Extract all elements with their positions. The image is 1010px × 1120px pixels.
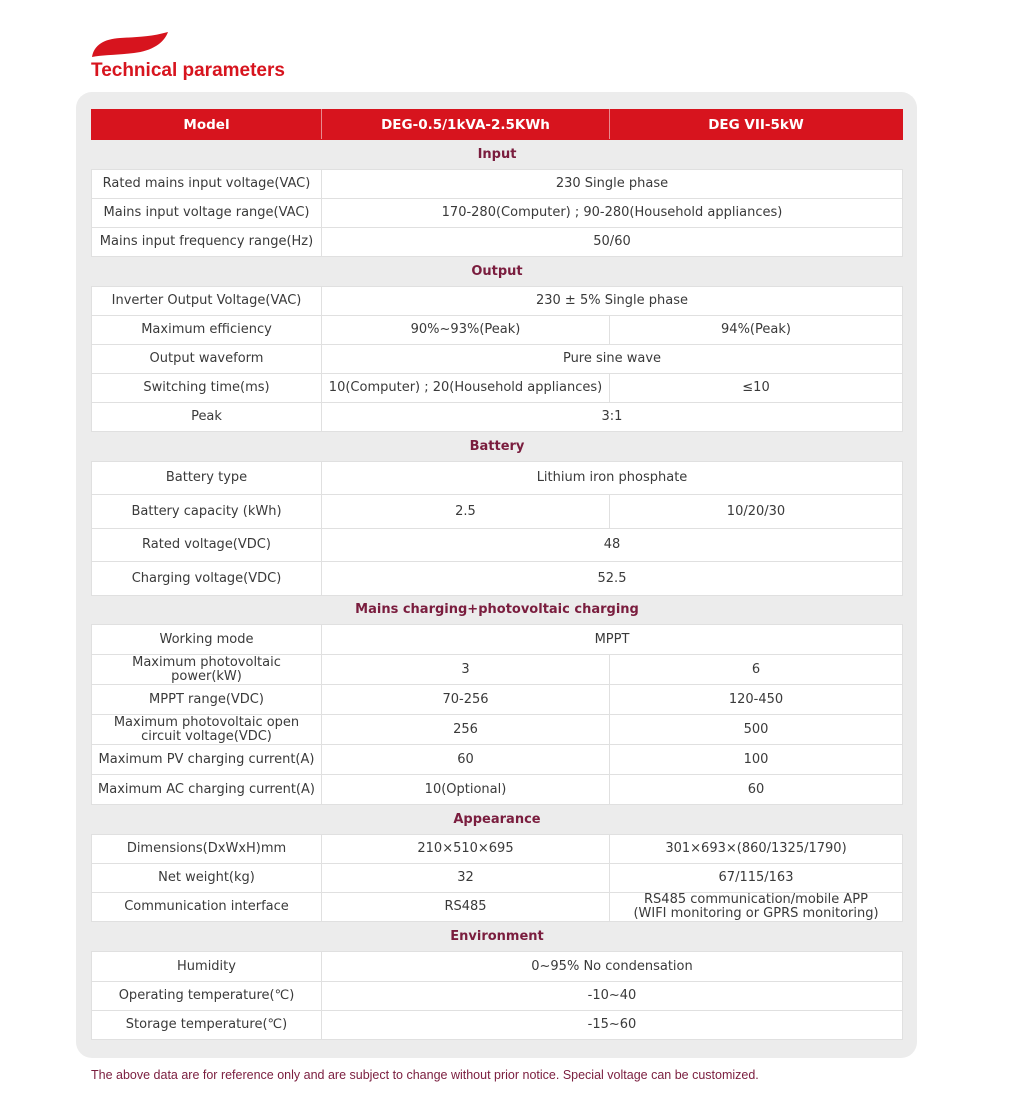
section-title: Environment	[92, 922, 903, 952]
row-value: 0~95% No condensation	[322, 952, 903, 982]
row-value-col2: 120-450	[610, 685, 903, 715]
row-label: Mains input voltage range(VAC)	[92, 199, 322, 228]
row-label: Rated voltage(VDC)	[92, 529, 322, 562]
row-value: MPPT	[322, 625, 903, 655]
section-title: Appearance	[92, 805, 903, 835]
row-value-col2: 6	[610, 655, 903, 685]
row-label: Working mode	[92, 625, 322, 655]
table-row	[92, 1011, 903, 1040]
section-title: Mains charging+photovoltaic charging	[92, 596, 903, 625]
table-row	[92, 835, 903, 864]
row-label: Maximum PV charging current(A)	[92, 745, 322, 775]
row-value: 52.5	[322, 562, 903, 596]
page-title: Technical parameters	[91, 60, 285, 81]
row-label: Battery capacity (kWh)	[92, 495, 322, 529]
row-value-col1: RS485	[322, 893, 610, 922]
row-label: Humidity	[92, 952, 322, 982]
row-label: Rated mains input voltage(VAC)	[92, 170, 322, 199]
row-value-col2: 60	[610, 775, 903, 805]
row-value-col1: 256	[322, 715, 610, 745]
row-value-col2: 301×693×(860/1325/1790)	[610, 835, 903, 864]
row-value-line1: RS485 communication/mobile APP	[644, 892, 868, 907]
section-title: Battery	[92, 432, 903, 462]
table-row	[92, 345, 903, 374]
table-row	[92, 462, 903, 495]
section-title: Input	[92, 140, 903, 170]
table-row	[92, 685, 903, 715]
row-label: MPPT range(VDC)	[92, 685, 322, 715]
row-value-col1: 3	[322, 655, 610, 685]
table-row	[92, 403, 903, 432]
row-label: Inverter Output Voltage(VAC)	[92, 287, 322, 316]
section-appearance	[92, 805, 903, 835]
table-header-row	[92, 110, 903, 140]
row-label: Storage temperature(℃)	[92, 1011, 322, 1040]
row-value-col2: 67/115/163	[610, 864, 903, 893]
brand-swoosh-icon	[90, 31, 170, 59]
row-label: Operating temperature(℃)	[92, 982, 322, 1011]
row-label-line1: Maximum photovoltaic open	[113, 714, 300, 730]
section-input	[92, 140, 903, 170]
table-row	[92, 529, 903, 562]
row-value: -15~60	[322, 1011, 903, 1040]
footnote: The above data are for reference only and are subject to change without prior notice. Special voltage can be customized.	[91, 1068, 759, 1082]
row-label: Maximum AC charging current(A)	[92, 775, 322, 805]
row-label: Communication interface	[92, 893, 322, 922]
row-value: 230 Single phase	[322, 170, 903, 199]
row-value-col1: 210×510×695	[322, 835, 610, 864]
table-row	[92, 952, 903, 982]
spec-table	[91, 109, 903, 1040]
table-row	[92, 745, 903, 775]
row-value-col1: 10(Optional)	[322, 775, 610, 805]
row-value-col1: 60	[322, 745, 610, 775]
row-label: Dimensions(DxWxH)mm	[92, 835, 322, 864]
row-value: Lithium iron phosphate	[322, 462, 903, 495]
header-model: Model	[92, 110, 322, 140]
row-value-col2	[610, 893, 903, 922]
row-label: Maximum efficiency	[92, 316, 322, 345]
row-value-col1: 32	[322, 864, 610, 893]
row-value-col2: 94%(Peak)	[610, 316, 903, 345]
table-row	[92, 775, 903, 805]
row-value-col2: 100	[610, 745, 903, 775]
section-output	[92, 257, 903, 287]
table-row	[92, 374, 903, 403]
row-value-col1: 10(Computer) ; 20(Household appliances)	[322, 374, 610, 403]
table-row	[92, 316, 903, 345]
row-value-col2: ≤10	[610, 374, 903, 403]
header-col1: DEG-0.5/1kVA-2.5KWh	[322, 110, 610, 140]
row-value-col2: 500	[610, 715, 903, 745]
row-value-col2: 10/20/30	[610, 495, 903, 529]
table-row	[92, 495, 903, 529]
table-row	[92, 562, 903, 596]
table-row	[92, 287, 903, 316]
row-value: 48	[322, 529, 903, 562]
table-row	[92, 982, 903, 1011]
table-row	[92, 655, 903, 685]
table-row	[92, 864, 903, 893]
row-value: -10~40	[322, 982, 903, 1011]
row-value-col1: 90%~93%(Peak)	[322, 316, 610, 345]
row-label: Charging voltage(VDC)	[92, 562, 322, 596]
table-row	[92, 228, 903, 257]
table-row	[92, 625, 903, 655]
row-value: 3:1	[322, 403, 903, 432]
row-label: Peak	[92, 403, 322, 432]
row-label-line2: circuit voltage(VDC)	[141, 728, 272, 744]
section-environment	[92, 922, 903, 952]
row-label: Switching time(ms)	[92, 374, 322, 403]
section-charging	[92, 596, 903, 625]
row-value: 50/60	[322, 228, 903, 257]
table-row	[92, 715, 903, 745]
row-label: Battery type	[92, 462, 322, 495]
row-value: 230 ± 5% Single phase	[322, 287, 903, 316]
table-row	[92, 893, 903, 922]
row-value-line2: (WIFI monitoring or GPRS monitoring)	[633, 906, 879, 921]
row-value-col1: 70-256	[322, 685, 610, 715]
row-label: Net weight(kg)	[92, 864, 322, 893]
row-value: 170-280(Computer) ; 90-280(Household appliances)	[322, 199, 903, 228]
row-value-col1: 2.5	[322, 495, 610, 529]
header-col2: DEG VII-5kW	[610, 110, 903, 140]
section-title: Output	[92, 257, 903, 287]
table-row	[92, 170, 903, 199]
table-row	[92, 199, 903, 228]
row-label: Output waveform	[92, 345, 322, 374]
section-battery	[92, 432, 903, 462]
row-label	[92, 715, 322, 745]
row-label: Maximum photovoltaic power(kW)	[92, 655, 322, 685]
row-label: Mains input frequency range(Hz)	[92, 228, 322, 257]
row-value: Pure sine wave	[322, 345, 903, 374]
